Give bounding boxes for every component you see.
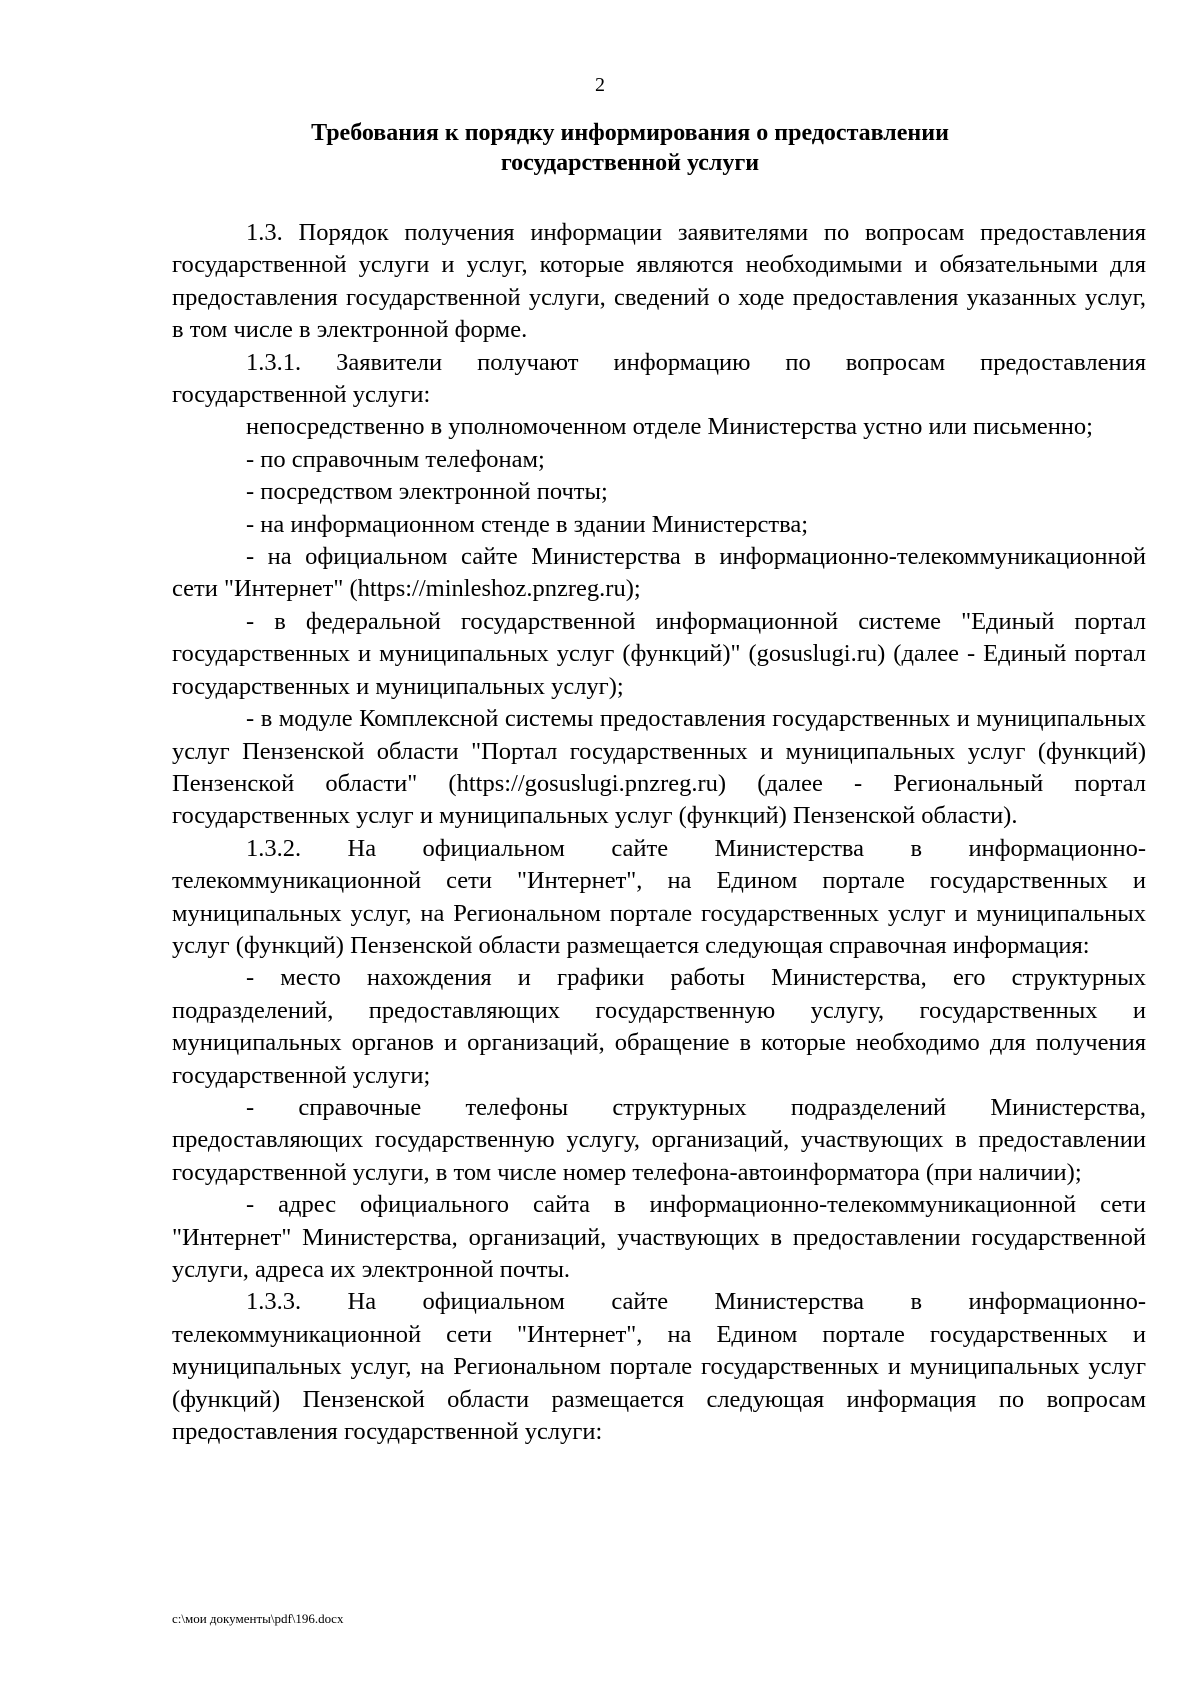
- paragraph: 1.3.3. На официальном сайте Министерства в информационно-телекоммуникационной сети "Интернет", на Едином портале государственных и муниципальных услуг, на Региональном портале государственных и муниципальных услуг (функций) Пензенской области размещается следующая информация по вопросам предоставления государственной услуги:: [172, 1288, 1146, 1446]
- section-heading: [200, 118, 1060, 178]
- file-path-footer: c:\мои документы\pdf\196.docx: [172, 1611, 344, 1626]
- paragraph: 1.3.1. Заявители получают информацию по вопросам предоставления государственной услуги:: [172, 348, 1146, 409]
- paragraph: непосредственно в уполномоченном отделе Министерства устно или письменно;: [246, 413, 1093, 441]
- heading-line-2: государственной услуги: [500, 150, 760, 176]
- paragraph: - на информационном стенде в здании Министерства;: [246, 510, 809, 538]
- heading-line-1: Требования к порядку информирования о предоставлении: [311, 120, 949, 146]
- page-number: 2: [595, 74, 605, 96]
- document-body: [172, 217, 1146, 1448]
- paragraph: - на официальном сайте Министерства в информационно-телекоммуникационной сети "Интернет" (https://minleshoz.pnzreg.ru);: [172, 543, 1146, 603]
- paragraph: - посредством электронной почты;: [246, 478, 608, 506]
- paragraph: - в федеральной государственной информационной системе "Единый портал государственных и муниципальных услуг (функций)" (gosuslugi.ru) (далее - Единый портал государственных и муниципальных услуг);: [172, 607, 1146, 700]
- paragraph: - по справочным телефонам;: [246, 445, 545, 473]
- paragraph: - место нахождения и графики работы Министерства, его структурных подразделений, предоставляющих государственную услугу, государственных и муниципальных органов и организаций, обращение в которые необходимо для получения государственной услуги;: [172, 964, 1146, 1089]
- paragraph: - адрес официального сайта в информационно-телекоммуникационной сети "Интернет" Министерства, организаций, участвующих в предоставлении государственной услуги, адреса их электронной почты.: [172, 1191, 1146, 1283]
- paragraph: - справочные телефоны структурных подразделений Министерства, предоставляющих государственную услугу, организаций, участвующих в предоставлении государственной услуги, в том числе номер телефона-автоинформатора (при наличии);: [172, 1093, 1146, 1186]
- paragraph: 1.3.2. На официальном сайте Министерства в информационно-телекоммуникационной сети "Интернет", на Едином портале государственных и муниципальных услуг, на Региональном портале государственных услуг и муниципальных услуг (функций) Пензенской области размещается следующая справочная информация:: [172, 834, 1146, 959]
- paragraph: 1.3. Порядок получения информации заявителями по вопросам предоставления государственной услуги и услуг, которые являются необходимыми и обязательными для предоставления государственной услуги, сведений о ходе предоставления указанных услуг, в том числе в электронной форме.: [172, 219, 1146, 344]
- paragraph: - в модуле Комплексной системы предоставления государственных и муниципальных услуг Пензенской области "Портал государственных и муниципальных услуг (функций) Пензенской области" (https://gosuslugi.pnzreg.ru) (далее - Региональный портал государственных услуг и муниципальных услуг (функций) Пензенской области).: [172, 705, 1146, 830]
